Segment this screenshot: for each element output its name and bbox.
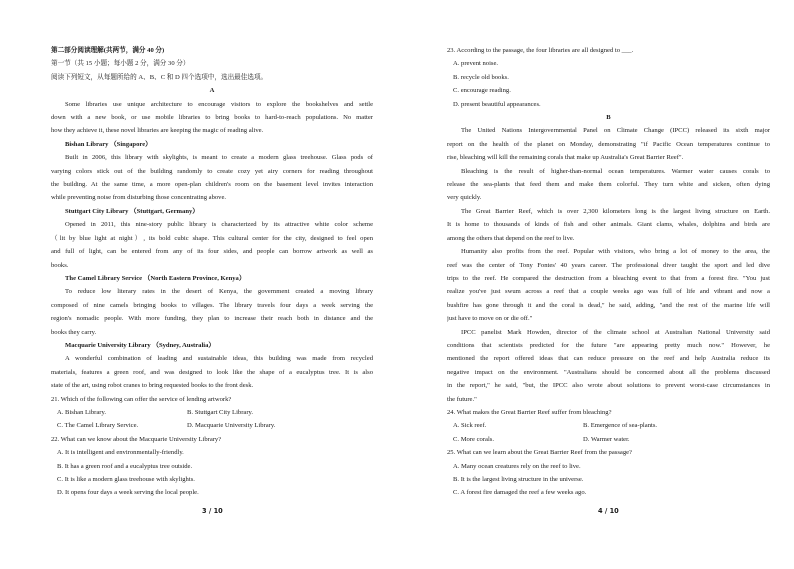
q24-option-row-1: [447, 419, 770, 432]
q22-option-a: A. It is intelligent and environmentally-friendly.: [57, 449, 184, 457]
right-text-line: rise, bleaching will kill the remaining corals that make up Australia's Great Barrier Reef".: [447, 154, 684, 162]
right-text-line: in the report," he said, "but, the IPCC also wrote about solutions to prevent worst-case circumstances in: [447, 382, 770, 390]
q22-option-c: C. It is like a modern glass treehouse with skylights.: [57, 476, 195, 483]
left-text-line: 21. Which of the following can offer the service of lending artwork?: [51, 395, 232, 403]
q21-option-c: C. The Camel Library Service.: [57, 422, 139, 430]
left-text-line: Bishan Library （Singapore）: [65, 140, 152, 148]
q24-option-a: A. Sick reef.: [453, 422, 487, 430]
q22-option-d: D. It opens four days a week serving the local people.: [57, 489, 199, 497]
left-text-line: composed of nine camels bringing books to villages. The library travels four days a week serving the: [51, 301, 373, 309]
section-b-heading: B: [606, 114, 611, 122]
left-text-line: A: [209, 87, 215, 95]
left-text-line: The Camel Library Service （North Eastern Province, Kenya）: [65, 274, 246, 282]
left-text-line: materials, features a green roof, and was designed to look like the shape of a eucalyptus tree. It is also: [51, 368, 373, 376]
right-text-line: 24. What makes the Great Barrier Reef suffer from bleaching?: [447, 408, 612, 416]
q21-option-d: D. Macquarie University Library.: [187, 422, 276, 430]
q22-question: 22. What can we know about the Macquarie University Library?: [51, 435, 222, 443]
right-text-line: report on the health of the planet on Monday, demonstrating "if Pacific Ocean temperatures continue to: [447, 140, 770, 148]
q21-option-row-2: [51, 419, 373, 432]
q21-option-b: B. Stuttgart City Library.: [187, 408, 254, 416]
q23-option-b: B. recycle old books.: [453, 73, 509, 81]
right-text-line: The Great Barrier Reef, which is over 2,300 kilometers long is the largest living structure on Earth.: [461, 207, 770, 215]
left-text-line: A wonderful combination of leading and sustainable ideas, this building was made from recycled: [65, 355, 373, 363]
right-text-line: trips to the reef. He compared the destruction from a bleaching event to that from a forest fire. "You just: [447, 274, 770, 282]
left-text-line: how they achieve it, these novel libraries are keeping the magic of reading alive.: [51, 127, 264, 135]
right-passage: [447, 124, 770, 419]
right-text-line: bushfire has gone through it and the coral is dead," he said, adding, "and the rest of the marine life will: [447, 301, 770, 309]
q23-question: 23. According to the passage, the four libraries are all designed to ___.: [447, 47, 634, 54]
q25-option-b: B. It is the largest living structure in the universe.: [453, 476, 584, 483]
right-text-line: reef was the center of Tony Fontes' 40 years career. The professional diver taught the sport and led dive: [447, 261, 770, 269]
q25-option-c: C. A forest fire damaged the reef a few weeks ago.: [453, 489, 587, 497]
right-text-line: Bleaching is the result of higher-than-normal ocean temperatures. Warmer water causes corals to: [461, 167, 770, 175]
left-text-line: while preventing noise from disturbing those concentrating above.: [51, 194, 227, 202]
q22-option-b: B. It has a green roof and a eucalyptus tree outside.: [57, 462, 193, 470]
right-page-column: [447, 44, 770, 500]
right-text-line: It is home to thousands of kinds of fish and other animals. Giant clams, whales, dolphins and birds are: [447, 221, 770, 229]
right-text-line: the future.": [447, 395, 477, 403]
q24-option-b: B. Emergence of sea-plants.: [583, 422, 658, 430]
right-text-line: mentioned the report offered ideas that can reduce pressure on the reef and help Australia reduce its: [447, 355, 770, 363]
left-passage: [51, 44, 373, 406]
q23-option-c: C. encourage reading.: [453, 87, 511, 95]
q24-option-c: C. More corals.: [453, 435, 495, 443]
right-text-line: realize you've just swum across a reef that a couple weeks ago was full of life and vibrant and now a: [447, 288, 770, 296]
left-text-line: Opened in 2011, this nine-story public library is characterized by its attractive white color scheme: [65, 221, 373, 229]
q25-question: 25. What can we learn about the Great Barrier Reef from the passage?: [447, 449, 632, 457]
q21-option-row-1: [51, 406, 373, 419]
right-text-line: just have to move on or die off.": [447, 315, 533, 323]
right-text-line: negative impact on the environment. "Australians should be concerned about all the problems discussed: [447, 368, 770, 376]
left-text-line: state of the art, using robot cranes to bring requested books to the front desk.: [51, 382, 254, 390]
left-text-line: 阅读下列短文，从每题所给的 A、B、C 和 D 四个选项中，选出最佳选项。: [51, 73, 268, 81]
q24-option-row-2: [447, 433, 770, 446]
left-text-line: Some libraries use unique architecture to encourage visitors to explore the bookshelves and settle: [65, 100, 373, 108]
left-text-line: down with a new book, or use mobile libraries to bring books to hard-to-reach populations. No matter: [51, 114, 373, 122]
left-text-line: the building. At the same time, a more open-plan children's room on the basement level invites interaction: [51, 181, 373, 189]
left-text-line: varying colors stick out of the building randomly to create cozy yet airy corners for reading throughout: [51, 167, 373, 175]
left-text-line: 第一节（共 15 小题；每小题 2 分，满分 30 分）: [51, 60, 190, 68]
left-text-line: 第二部分阅读理解(共两节，满分 40 分): [51, 47, 165, 54]
page-number-right: 4 / 10: [598, 507, 619, 515]
page-number-left: 3 / 10: [202, 507, 223, 515]
q21-option-a: A. Bishan Library.: [57, 408, 107, 416]
q25-option-a: A. Many ocean creatures rely on the reef to live.: [453, 462, 581, 470]
left-text-line: To reduce low literary rates in the desert of Kenya, the government created a moving library: [65, 288, 373, 296]
q23-option-a: A. prevent noise.: [453, 60, 499, 68]
left-text-line: and full of light, can be entered from any of its four sides, and people can borrow artwork as well as: [51, 248, 373, 256]
right-text-line: The United Nations Intergovernmental Panel on Climate Change (IPCC) released its sixth major: [461, 127, 770, 135]
left-text-line: region's nomadic people. With more funding, they plan to increase their reach both in distance and the: [51, 315, 373, 323]
right-text-line: release the sea-plants that feed them and make them colorful. They turn white and sicken, often dying: [447, 181, 770, 189]
left-text-line: books they carry.: [51, 328, 97, 336]
right-text-line: IPCC panelist Mark Howden, director of the climate school at Australian National University said: [461, 328, 770, 336]
q24-option-d: D. Warmer water.: [583, 435, 630, 443]
left-text-line: Macquarie University Library （Sydney, Australia）: [65, 341, 216, 349]
left-page-column: [51, 44, 373, 500]
left-text-line: books.: [51, 261, 69, 269]
right-text-line: conditions that scientists predicted for the future "are appearing pretty much now." However, he: [447, 341, 770, 349]
right-text-line: among the others that depend on the reef to live.: [447, 234, 575, 242]
right-text-line: Humanity also profits from the reef. Popular with visitors, who bring a lot of money to the area, the: [461, 248, 770, 256]
left-text-line: Built in 2006, this library with skylights, is meant to create a modern glass treehouse. Glass pods of: [65, 154, 373, 162]
right-text-line: very quickly.: [447, 194, 482, 202]
left-text-line: Stuttgart City Library （Stuttgart, Germany）: [65, 207, 199, 215]
left-text-line: （lit by blue light at night）, its bold cubic shape. This cultural center for the city, designed to feel open: [51, 234, 373, 242]
q23-option-d: D. present beautiful appearances.: [453, 100, 541, 108]
